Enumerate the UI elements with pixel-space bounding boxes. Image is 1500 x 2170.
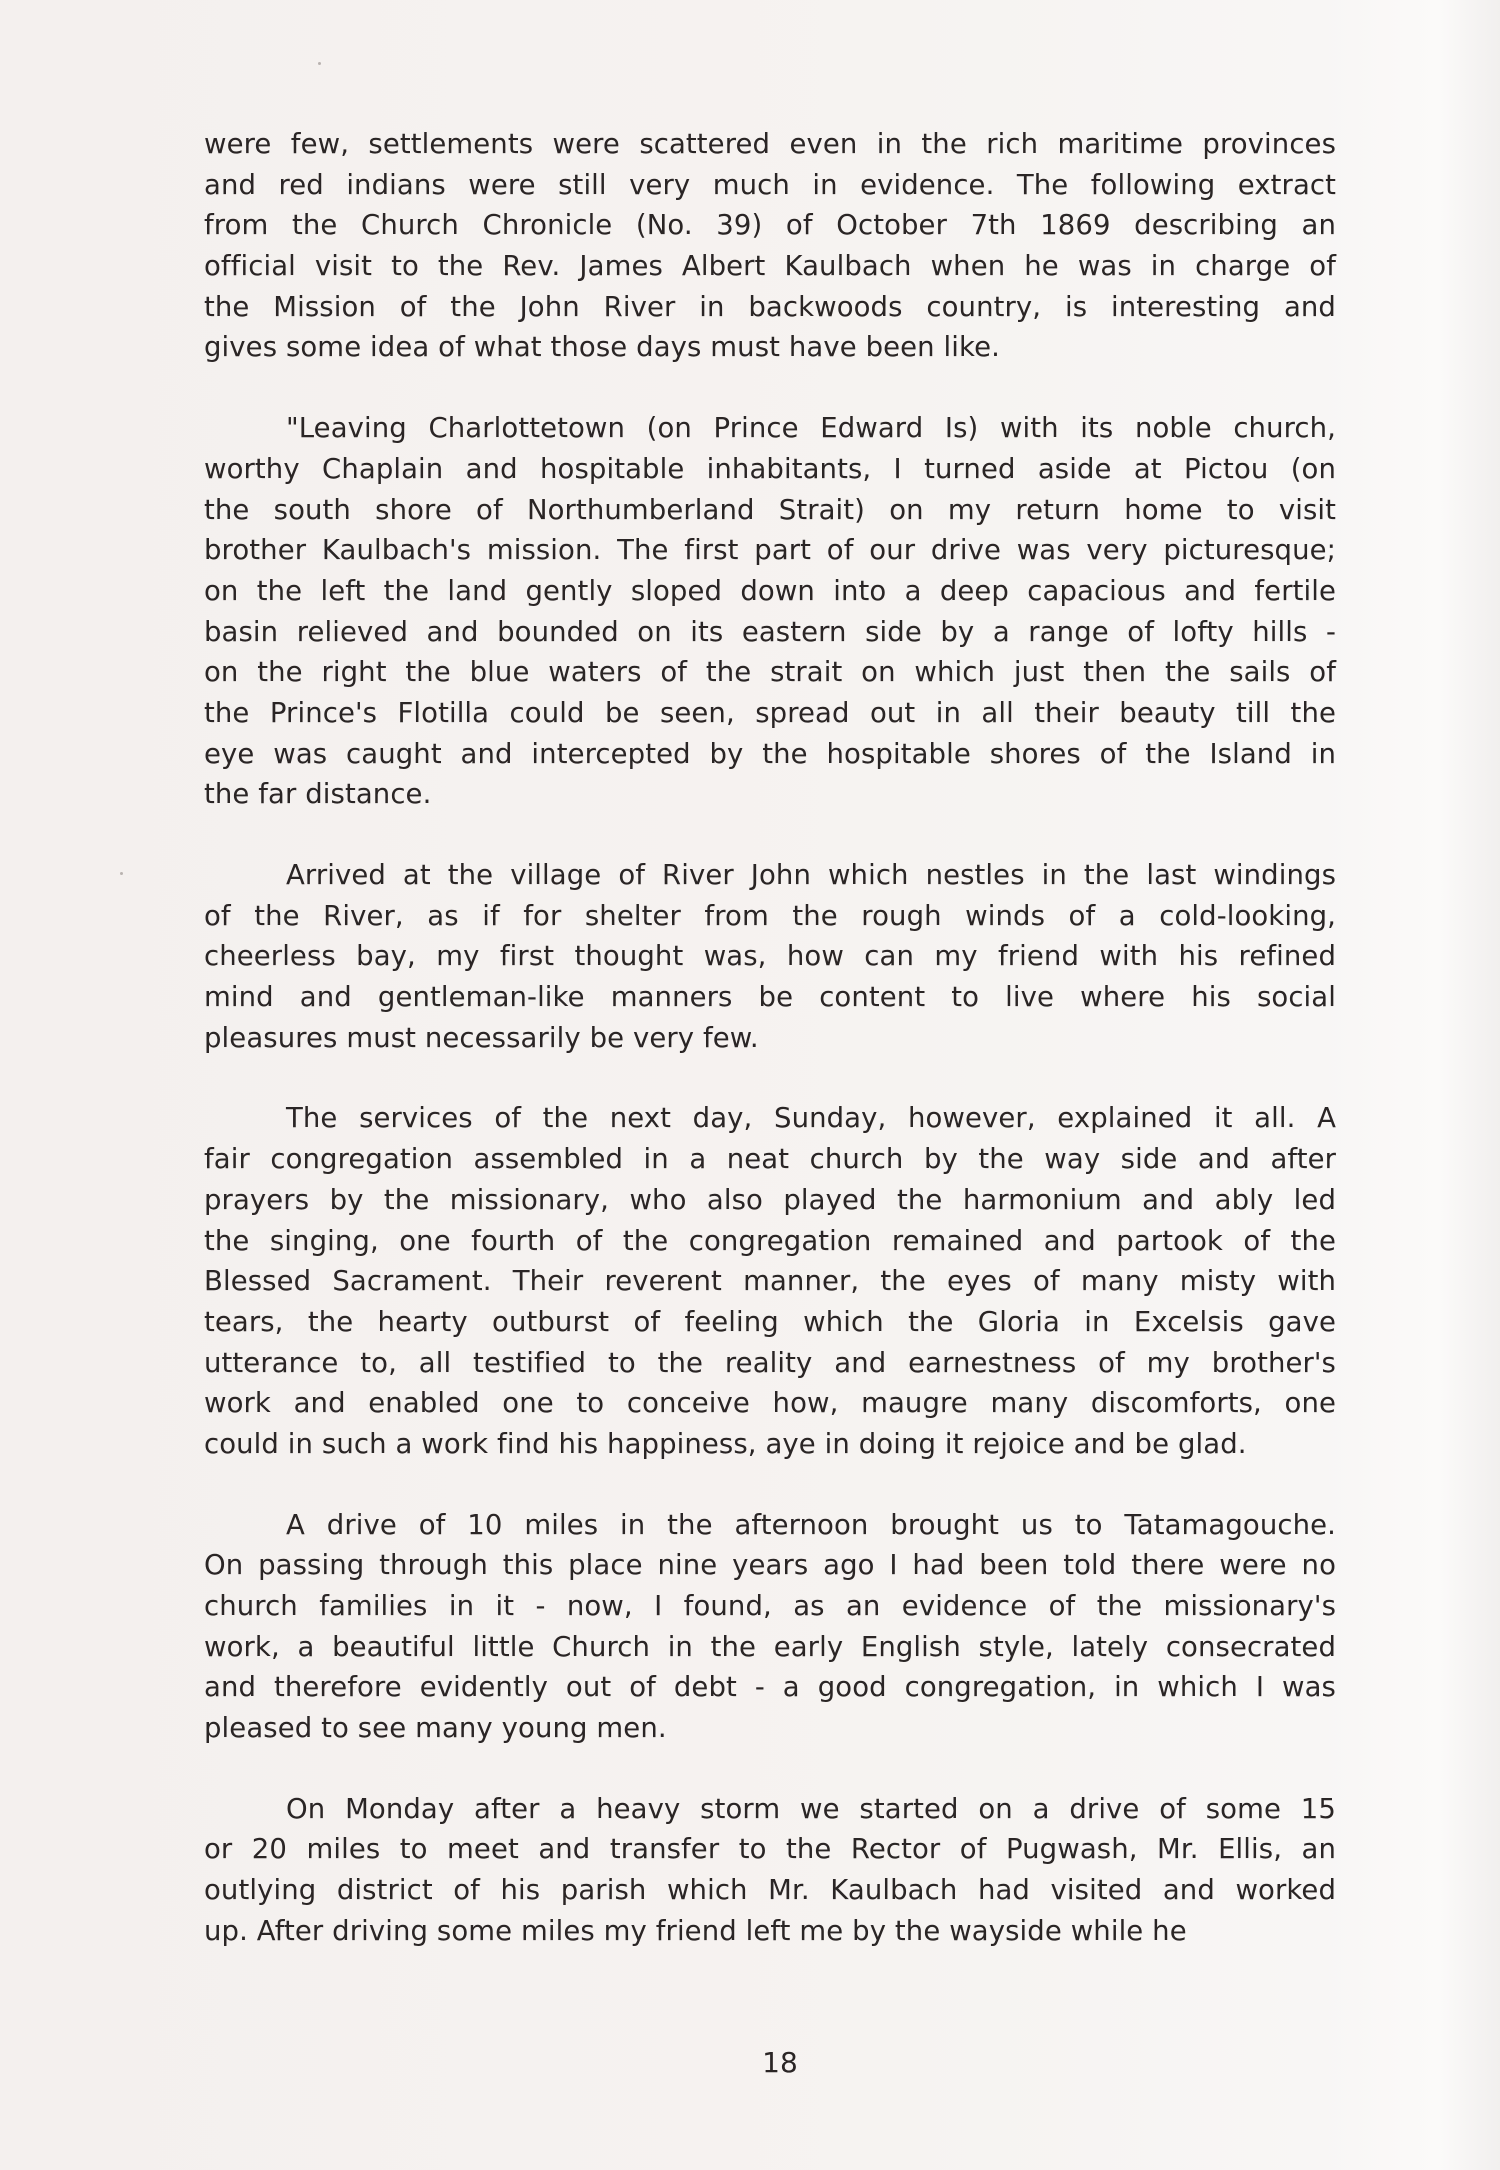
paragraph xyxy=(204,855,1336,1058)
text-line: on the left the land gently sloped down into a deep capacious and fertile xyxy=(204,574,1336,607)
text-line: The services of the next day, Sunday, however, explained it all. A xyxy=(286,1102,1336,1135)
text-line: the Mission of the John River in backwoods country, is interesting and xyxy=(204,290,1336,323)
text-line: were few, settlements were scattered even in the rich maritime provinces xyxy=(204,128,1336,160)
text-line: basin relieved and bounded on its eastern side by a range of lofty hills - xyxy=(204,615,1336,648)
text-line: tears, the hearty outburst of feeling which the Gloria in Excelsis gave xyxy=(204,1305,1336,1338)
text-line: Blessed Sacrament. Their reverent manner, the eyes of many misty with xyxy=(204,1265,1336,1298)
text-line: mind and gentleman-like manners be content to live where his social xyxy=(204,981,1336,1014)
text-line: the Prince's Flotilla could be seen, spread out in all their beauty till the xyxy=(204,696,1336,729)
text-line: fair congregation assembled in a neat church by the way side and after xyxy=(204,1143,1336,1176)
paragraph xyxy=(204,124,1336,368)
text-line: official visit to the Rev. James Albert Kaulbach when he was in charge of xyxy=(204,250,1336,283)
paragraph xyxy=(204,1789,1336,1952)
text-line: Arrived at the village of River John which nestles in the last windings xyxy=(286,859,1336,891)
page-number: 18 xyxy=(762,2046,798,2079)
text-line: utterance to, all testified to the reality and earnestness of my brother's xyxy=(204,1346,1336,1379)
paragraph xyxy=(204,1098,1336,1464)
text-line: outlying district of his parish which Mr. Kaulbach had visited and worked xyxy=(204,1874,1336,1907)
text-line: brother Kaulbach's mission. The first part of our drive was very picturesque; xyxy=(204,534,1336,567)
text-line: the south shore of Northumberland Strait) on my return home to visit xyxy=(204,493,1336,526)
text-line: could in such a work find his happiness, aye in doing it rejoice and be glad. xyxy=(204,1427,1247,1460)
text-line: the far distance. xyxy=(204,778,432,811)
text-line: pleasures must necessarily be very few. xyxy=(204,1021,759,1054)
text-line: up. After driving some miles my friend left me by the wayside while he xyxy=(204,1914,1187,1947)
paragraph xyxy=(204,1505,1336,1749)
text-line: the singing, one fourth of the congregation remained and partook of the xyxy=(204,1224,1336,1257)
text-line: of the River, as if for shelter from the rough winds of a cold-looking, xyxy=(204,899,1336,932)
text-line: cheerless bay, my first thought was, how can my friend with his refined xyxy=(204,940,1336,973)
text-line: prayers by the missionary, who also played the harmonium and ably led xyxy=(204,1183,1336,1216)
text-line: eye was caught and intercepted by the hospitable shores of the Island in xyxy=(204,737,1336,770)
text-line: and therefore evidently out of debt - a good congregation, in which I was xyxy=(204,1671,1336,1704)
paragraph xyxy=(204,408,1336,815)
text-line: on the right the blue waters of the strait on which just then the sails of xyxy=(204,656,1336,689)
text-line: work and enabled one to conceive how, maugre many discomforts, one xyxy=(204,1387,1336,1420)
text-line: church families in it - now, I found, as an evidence of the missionary's xyxy=(204,1590,1336,1622)
text-line: "Leaving Charlottetown (on Prince Edward Is) with its noble church, xyxy=(286,412,1336,445)
text-line: worthy Chaplain and hospitable inhabitants, I turned aside at Pictou (on xyxy=(204,452,1336,485)
paper-speck xyxy=(120,872,123,875)
text-line: from the Church Chronicle (No. 39) of October 7th 1869 describing an xyxy=(204,209,1336,242)
text-line: pleased to see many young men. xyxy=(204,1712,667,1745)
text-line: or 20 miles to meet and transfer to the Rector of Pugwash, Mr. Ellis, an xyxy=(204,1833,1336,1866)
text-line: work, a beautiful little Church in the early English style, lately consecrated xyxy=(204,1630,1336,1663)
paper-speck xyxy=(318,62,321,65)
text-line: and red indians were still very much in evidence. The following extract xyxy=(204,168,1336,201)
text-line: On passing through this place nine years ago I had been told there were no xyxy=(204,1549,1336,1582)
text-line: On Monday after a heavy storm we started on a drive of some 15 xyxy=(286,1792,1336,1825)
body-text xyxy=(204,124,1336,1952)
text-line: A drive of 10 miles in the afternoon brought us to Tatamagouche. xyxy=(286,1508,1336,1541)
text-line: gives some idea of what those days must have been like. xyxy=(204,331,1000,364)
